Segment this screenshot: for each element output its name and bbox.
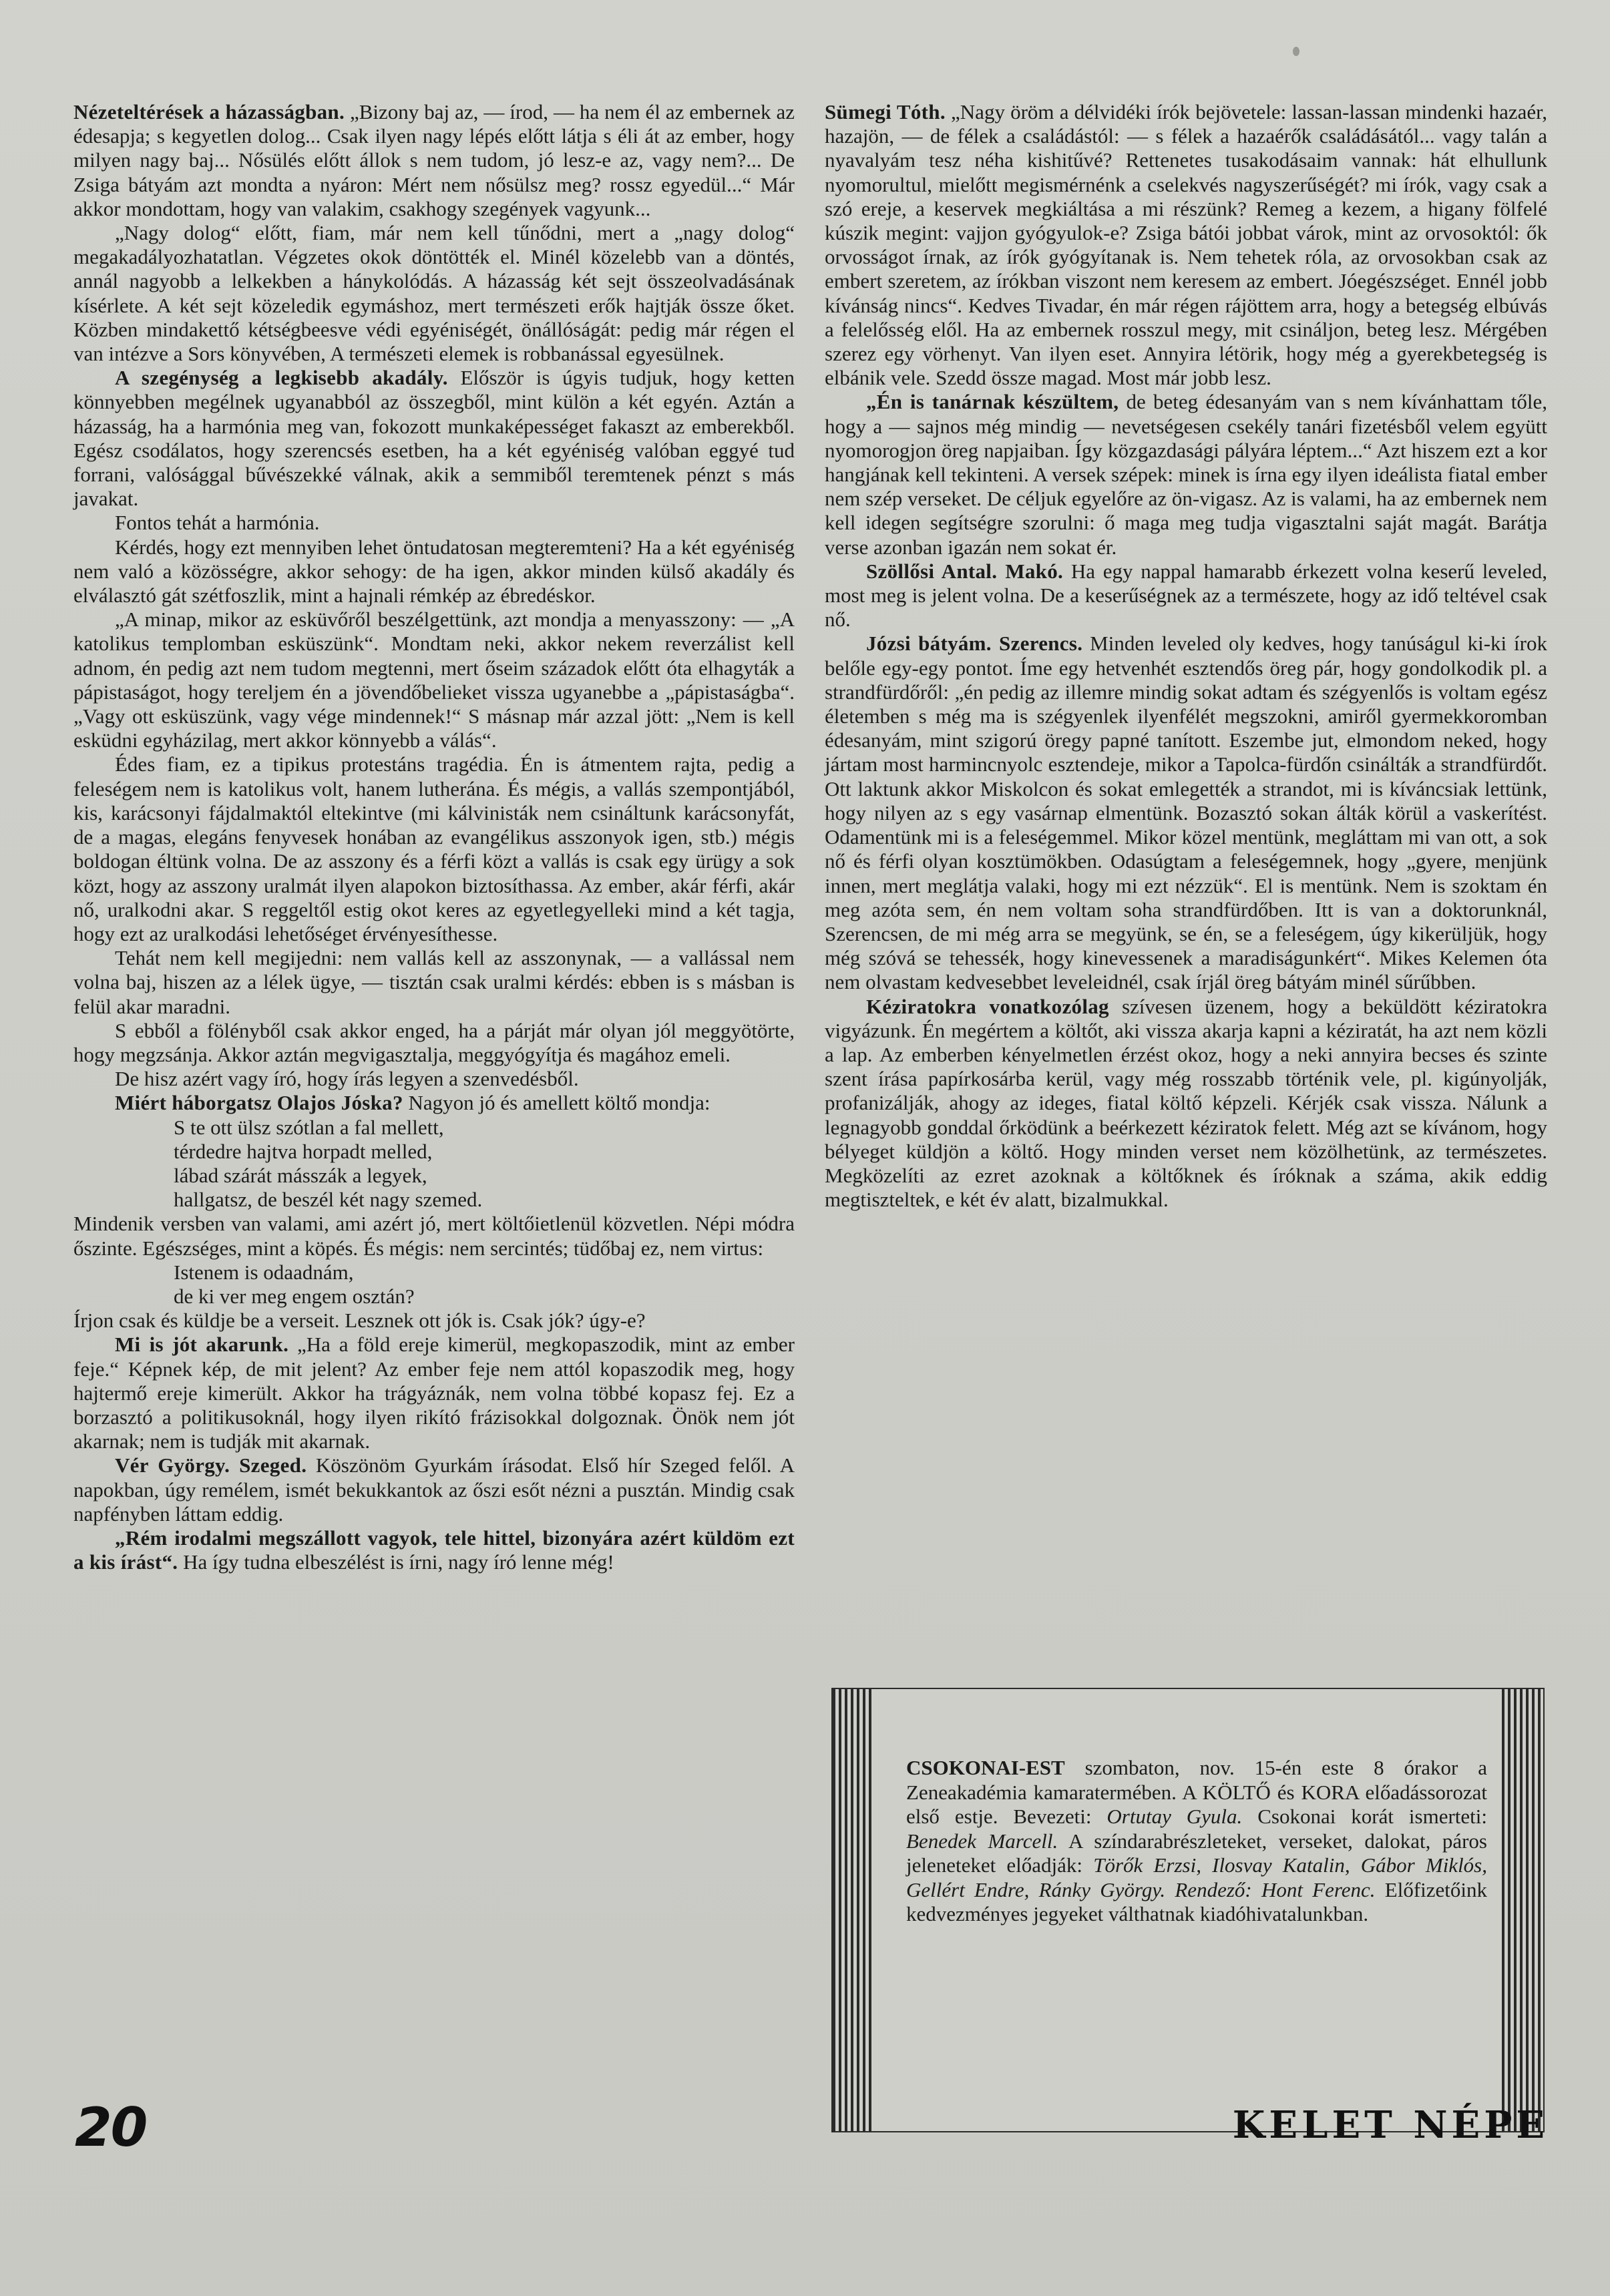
right-paragraph-text: „Nagy öröm a délvidéki írók bejövetele: lassan-lassan mindenki hazaér, hazajön, — de félek a családástól: — s félek a hazaérők családásától... vagy talán a nyavalyám tesz néha kishitűvé? Rettenetes tusakodásaim vannak: hát elhullunk nyomorultul, mielőtt megismérnénk a cselekvés nagyszerűségét? mi írók, vagy csak a szó ereje, a keservek megkiáltása a mi részünk? Remeg a kezem, a higany fölfelé kúszik megint: vajjon gyógyulok-e? Zsiga bátói jobbat várok, mint az orvosoktól: ők orvosságot írnak, az írók gyógyítanak is. Nem tehetek róla, az orvosokban csak az embert szeretem, az írókban viszont nem keresem az embert. Jóegészséget. Ennél jobb kívánság nincs“. Kedves Tivadar, én már régen rájöttem arra, hogy a betegség elbúvás a felelősség elől. Ha az embernek rosszul megy, mit csináljon, beteg lesz. Mérgében szerez egy vörhenyt. Van ilyen eset. Annyira létörik, hogy még a gyerekbetegség is elbánik vele. Szedd össze magad. Most már jobb lesz. <box>825 100 1547 390</box>
left-paragraph <box>73 366 795 511</box>
notice-paragraph <box>906 1756 1487 1927</box>
notice-lead: CSOKONAI-EST <box>906 1756 1065 1779</box>
right-paragraph-text: de beteg édesanyám van s nem kívánhattam tőle, hogy a — sajnos még mindig — nevetségesen csekély tanári fizetésből velem együtt nyomorogjon öreg napjaiban. Így közgazdasági pályára léptem...“ Azt hiszem ezt a kor hangjának kell tekinteni. A versek szépek: minek is írna egy ilyen ideálista fiatal ember nem szép verseket. De céljuk egyelőre az ön-vigasz. Az is valami, ha az embernek nem kell idegen segítségre szorulni: ő maga meg tudja vigasztalni saját magát. Barátja verse azonban igazán nem sokat ér. <box>825 390 1548 559</box>
left-paragraph <box>73 535 795 608</box>
page-number: 20 <box>75 2096 147 2158</box>
left-paragraph-heading: A szegénység a legkisebb akadály. <box>115 366 448 390</box>
right-paragraph-heading: Kéziratokra vonatkozólag <box>866 994 1109 1018</box>
left-paragraph-heading: Nézeteltérések a házasságban. <box>73 100 345 124</box>
notice-name: Törők Erzsi, Ilosvay Katalin, Gábor Miklós, Gellért Endre, Ránky György. Rendező: Hont Ferenc. <box>906 1853 1487 1901</box>
left-paragraph <box>73 946 795 1019</box>
left-paragraph <box>73 1212 795 1260</box>
event-notice-text <box>906 1756 1487 1927</box>
right-paragraph <box>825 100 1547 390</box>
left-paragraph <box>73 1453 795 1526</box>
left-paragraph <box>73 511 795 535</box>
right-paragraph <box>825 559 1547 632</box>
right-paragraph-text: Ha egy nappal hamarabb érkezett volna keserű leveled, most meg is jelent volna. De a keserűségnek az a természete, hogy az idő teltével csak nő. <box>825 559 1547 632</box>
right-paragraph-heading: „Én is tanárnak készültem, <box>866 390 1119 414</box>
left-paragraph-text: Ha így tudna elbeszélést is írni, nagy író lenne még! <box>178 1550 614 1574</box>
left-paragraph-text: „Bizony baj az, — írod, — ha nem él az embernek az édesapja; s kegyetlen dolog... Csak ilyen nagy lépés előtt látja s éli át az ember, hogy milyen nagy baj... Nősülés előtt állok s nem tudom, jó lesz-e az, vagy nem?... De Zsiga bátyám azt mondta a nyáron: Mért nem nősülsz meg? rossz egyedül...“ Már akkor mondottam, hogy van valakim, csakhogy szegények vagyunk... <box>73 100 795 220</box>
left-column <box>73 100 795 1574</box>
right-paragraph-text: szívesen üzenem, hogy a beküldött kéziratokra vigyázunk. Én megértem a költőt, aki vissza akarja kapni a kéziratát, ha azt nem közli a lap. Az emberben kényelmetlen érzést okoz, hogy a neki annyira becses és szinte szent írása papírkosárba kerül, vagy még rosszabb történik vele, pl. kigúnyolják, profanizálják, ahogy az ideges, fiatal költő képzeli. Kérjék csak vissza. Nálunk a legnagyobb gonddal őrködünk a beérkezett kéziratok felett. Még azt se kívánom, hogy bélyeget küldjön a költő. Hogy minden verset nem közölhetünk, az természetes. Megközelíti az ezret azoknak a költőknek és íróknak a száma, akik eddig megtiszteltek, e két év alatt, bizalmukkal. <box>825 994 1547 1212</box>
left-paragraph <box>73 1019 795 1067</box>
left-paragraph-text: Kérdés, hogy ezt mennyiben lehet öntudatosan megteremteni? Ha a két egyéniség nem való a közösségre, akkor sehogy: de ha igen, akkor minden külső akadály és elválasztó gát szétfoszlik, mint a hajnali rémkép az ébredéskor. <box>73 535 795 608</box>
notice-name: Benedek Marcell. <box>906 1829 1058 1853</box>
right-column <box>825 100 1547 1212</box>
verse-line: Istenem is odaadnám, <box>174 1260 354 1284</box>
notice-text: A színdarabrészleteket, verseket, dalokat, páros jeleneteket előadják: <box>906 1829 1487 1877</box>
left-verse-quote <box>174 1116 795 1212</box>
left-paragraph <box>73 1091 795 1115</box>
masthead-title: KELET NÉPE <box>1232 2103 1549 2147</box>
right-paragraph-heading: Szöllősi Antal. Makó. <box>866 559 1064 583</box>
verse-line: hallgatsz, de beszél két nagy szemed. <box>174 1188 483 1212</box>
left-paragraph <box>73 221 795 366</box>
left-paragraph-text: Nagyon jó és amellett költő mondja: <box>403 1091 711 1115</box>
left-paragraph-text: Mindenik versben van valami, ami azért jó, mert költőietlenül közvetlen. Népi módra őszinte. Egészséges, mint a köpés. És mégis: nem sercintés; tüdőbaj ez, nem virtus: <box>73 1212 795 1260</box>
right-paragraph <box>825 995 1547 1212</box>
event-notice-box <box>831 1688 1545 2132</box>
right-paragraph-heading: Sümegi Tóth. <box>825 100 946 124</box>
left-paragraph-text: S ebből a fölényből csak akkor enged, ha a párját már olyan jól meggyötörte, hogy megzsánja. Akkor aztán megvigasztalja, meggyógyítja és magához emeli. <box>73 1018 795 1066</box>
verse-line: lábad szárát másszák a legyek, <box>174 1163 427 1187</box>
right-paragraph-heading: Józsi bátyám. Szerencs. <box>866 632 1083 656</box>
left-verse-quote <box>174 1260 795 1309</box>
left-paragraph-text: „A minap, mikor az esküvőről beszélgettünk, azt mondja a menyasszony: — „A katolikus templomban esküszünk“. Mondtam neki, akkor nekem reverzálist kell adnom, én pedig azt nem tudom megtenni, mert őseim századok előtt óta elhagyták a pápistaságot, hogy tereljem én a jövendőbelieket vissza ugyanebbe a „pápistaságba“. „Vagy ott esküszünk, vagy vége mindennek!“ S másnap már azzal jött: „Nem is kell esküdni egyházilag, mert akkor könnyebb a válás“. <box>73 608 795 752</box>
notice-name: Ortutay Gyula. <box>1106 1805 1243 1828</box>
left-paragraph <box>73 1333 795 1453</box>
verse-line: de ki ver meg engem osztán? <box>174 1284 415 1308</box>
left-paragraph-text: Írjon csak és küldje be a verseit. Lesznek ott jók is. Csak jók? úgy-e? <box>73 1309 646 1333</box>
left-paragraph-text: De hisz azért vagy író, hogy írás legyen a szenvedésből. <box>115 1067 579 1091</box>
verse-line: S te ott ülsz szótlan a fal mellett, <box>174 1115 444 1139</box>
left-paragraph <box>73 1526 795 1574</box>
left-paragraph <box>73 1309 795 1333</box>
left-paragraph-heading: Mi is jót akarunk. <box>115 1333 289 1357</box>
left-paragraph-heading: „Rém irodalmi megszállott vagyok, tele hittel, bizonyára azért küldöm ezt a kis írást“. <box>73 1526 795 1574</box>
left-paragraph-heading: Miért háborgatsz Olajos Jóska? <box>115 1091 403 1115</box>
right-paragraph-text: Minden leveled oly kedves, hogy tanúságul ki-ki írok belőle egy-egy pontot. Íme egy hetvenhét esztendős öreg pár, hogy gondolkodik pl. a strandfürdőről: „én pedig az illemre mindig sokat adtam és szégyenlős is voltam egész életemben s még ma is szégyenlek ilyenfélét megszokni, amiről gyermekkoromban édesanyám, mint szigorú öregy papné tanított. Eszembe jut, elmondom neked, hogy jártam most harmincnyolc esztendeje, mikor a Tapolca-fürdőn csinálták a strandfürdőt. Ott laktunk akkor Miskolcon és sokat emlegették a strandot, mi is kíváncsiak lettünk, hogy nilyen az s egy vasárnap elmentünk. Bozasztó sokan álták körül a vaskerítést. Odamentünk mi is a feleségemmel. Mikor közel mentünk, megláttam mi van ott, a sok nő és férfi olyan kosztümökben. Odasúgtam a feleségemnek, hogy „gyere, menjünk innen, mert meglátja valaki, hogy mi ezt nézzük“. El is mentünk. Nem is szoktam én meg azóta sem, én nem voltam soha strandfürdőben. Itt is van a doktorunknál, Szerencsen, de mi még arra se megyünk, se én, se a feleségem, úgy kikerüljük, hogy még szóvá se tehessék, hogy kinevessenek a maradiságunkért“. Mikes Kelemen óta nem olvastam kedvesebbet leveleidnél, csak írjál öreg bátyám minél sűrűbben. <box>825 632 1547 994</box>
left-paragraph-text: Először is úgyis tudjuk, hogy ketten könnyebben megélnek ugyanabból az összegből, mint külön a két egyén. Aztán a házasság, ha a harmónia meg van, fokozott munkaképességet fakaszt az emberekből. Egész csodálatos, hogy szerencsés esetben, ha a két egyéniség valóban eggyé tud forrani, valósággal bűvészekké válnak, akik a semmiből teremtenek pénzt s más javakat. <box>73 366 795 511</box>
right-paragraph <box>825 390 1547 559</box>
notice-text: szombaton, nov. 15-én este 8 órakor a Zeneakadémia kamaratermében. A KÖLTŐ és KORA előadássorozat első estje. Bevezeti: <box>906 1756 1487 1828</box>
left-paragraph <box>73 752 795 946</box>
left-paragraph-text: „Ha a föld ereje kimerül, megkopaszodik, mint az ember feje.“ Képnek kép, de mit jelent? Az ember feje nem attól kopaszodik meg, hogy hajtermő ereje kimerült. Akkor ha trágyáznák, nem volna többé kopasz fej. Ez a borzasztó a politikusoknál, hogy ilyen rikító frázisokkal dolgoznak. Önök nem jót akarnak; nem is tudják mit akarnak. <box>73 1333 795 1453</box>
left-paragraph-text: Édes fiam, ez a tipikus protestáns tragédia. Én is átmentem rajta, pedig a feleségem nem is katolikus volt, hanem lutheránа. És mégis, a vallás szempontjából, kis, karácsonyi fájdalmaktól eltekintve (mi kálvinisták nem csináltunk karácsonyfát, de a magas, elegáns fenyvesek honában az evangélikus asszonyok igen, stb.) mégis boldogan éltünk volna. De az asszony és a férfi közt a vallás is csak egy ürügy a sok közt, hogy az asszony uralmát ilyen alapokon biztosíthassa. Az ember, akár férfi, akár nő, uralkodni akar. S reggeltől estig okot keres az egyetlegyelleki mind a két tagja, hogy ezt az uralkodási lehetőséget érvényesíthesse. <box>73 752 795 945</box>
right-paragraph <box>825 632 1547 994</box>
left-paragraph-text: Fontos tehát a harmónia. <box>115 511 320 535</box>
left-paragraph <box>73 1067 795 1091</box>
left-paragraph-text: „Nagy dolog“ előtt, fiam, már nem kell tűnődni, mert a „nagy dolog“ megakadályozhatatlan. Végzetes okok döntötték el. Minél közelebb van a döntés, annál nagyobb a lelkekben a hánykolódás. A házasság két sejt összeolvadásának kísérlete. A két sejt közeledik egymáshoz, mert természeti erők hajtják össze őket. Közben mindakettő kétségbeesve védi egyéniségét, önállóságát: pedig már régen el van intézve a Sors könyvében, A természeti elemek is robbanással egyesülnek. <box>73 221 795 366</box>
verse-line: térdedre hajtva horpadt melled, <box>174 1139 433 1163</box>
left-paragraph-text: Tehát nem kell megijedni: nem vallás kell az asszonynak, — a vallással nem volna baj, hiszen az a lélek ügye, — tisztán csak uralmi kérdés: ebben is s másban is felül akar maradni. <box>73 946 795 1018</box>
left-paragraph <box>73 608 795 752</box>
left-paragraph <box>73 100 795 221</box>
left-paragraph-heading: Vér György. Szeged. <box>115 1453 307 1477</box>
left-paragraph-text: Köszönöm Gyurkám írásodat. Első hír Szeged felől. A napokban, úgy remélem, ismét bekukkantok az őszi esőt nézni a pusztán. Mindig csak napfényben láttam eddig. <box>73 1453 795 1526</box>
notice-text: Csokonai korát ismerteti: <box>1242 1805 1488 1828</box>
notice-text: Előfizetőink kedvezményes jegyeket válthatnak kiadóhivatalunkban. <box>906 1877 1487 1925</box>
print-speck <box>1293 47 1299 56</box>
